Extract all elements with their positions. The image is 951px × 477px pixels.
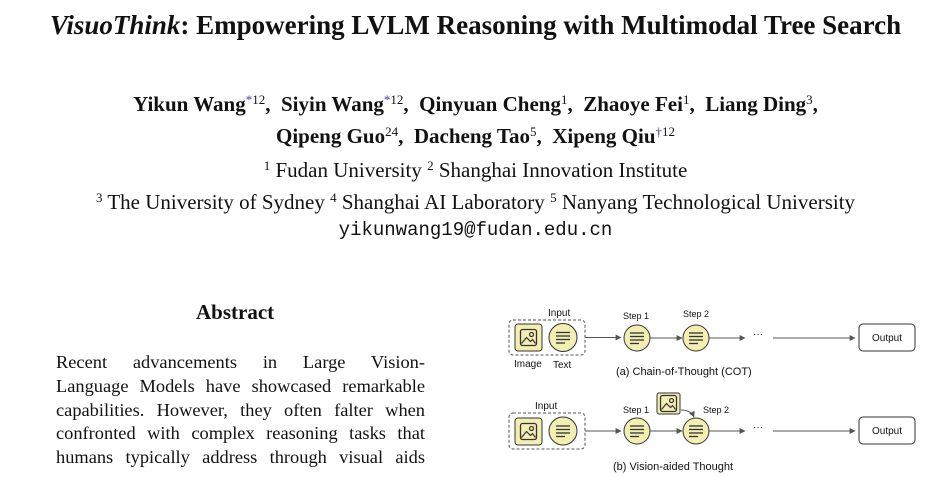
vat-input-label: Input: [535, 401, 558, 412]
image-icon: [515, 324, 542, 351]
abstract-heading: Abstract: [196, 300, 275, 324]
step1-node: [624, 325, 650, 351]
affil-line-1: [0, 152, 951, 184]
affil-num: 3: [95, 190, 103, 205]
paper-title: [0, 10, 951, 41]
author: Qinyuan Cheng: [419, 92, 561, 116]
abstract-line: Recent advancements in Large Vision-: [56, 352, 425, 372]
arrow: [681, 410, 694, 417]
text-icon: [549, 324, 577, 352]
author-line-1: Yikun Wang$^{*12}$, Siyin Wang$^{*12}$, Qinyuan Cheng$^1$, Zhaoye Fei$^1$, Liang Ding$^3$,: [133, 92, 818, 116]
author: Qipeng Guo: [275, 124, 386, 148]
abstract-text: [56, 351, 425, 470]
vat-caption: (b) Vision-aided Thought: [613, 461, 734, 473]
affil-name: Nanyang Technological University: [561, 190, 856, 214]
affil-num: 5: [550, 190, 557, 205]
vat-panel: [509, 393, 915, 473]
author: Siyin Wang: [280, 92, 384, 116]
cot-ellipsis: ···: [753, 329, 763, 340]
cot-input-label: Input: [548, 308, 571, 319]
affil-name: The University of Sydney: [107, 190, 325, 214]
method-figure: [505, 300, 925, 477]
abstract-line: humans typically address through visual aids: [56, 447, 425, 468]
title-rest: : Empowering LVLM Reasoning with Multimodal Tree Search: [180, 10, 902, 40]
vat-step1-label: Step 1: [623, 405, 650, 415]
author: Xipeng Qiu: [552, 124, 656, 148]
author: Dacheng Tao: [413, 124, 530, 148]
affil-num: 2: [427, 158, 434, 173]
email[interactable]: yikunwang19@fudan.edu.cn: [338, 219, 613, 241]
cot-text-label: Text: [553, 360, 572, 371]
affil-line-2: [0, 184, 951, 216]
affil-name: Shanghai AI Laboratory: [341, 190, 545, 214]
affil-name: Fudan University: [275, 158, 422, 182]
author-sup: 12: [662, 124, 676, 139]
affil-num: 1: [263, 158, 271, 173]
step1-node: [624, 418, 650, 444]
author-mark: *: [245, 92, 253, 107]
visual-aid-image-icon: [657, 393, 680, 414]
author: Yikun Wang: [133, 92, 246, 116]
author-mark: *: [383, 92, 391, 107]
affil-name: Shanghai Innovation Institute: [438, 158, 688, 182]
step2-node: [683, 418, 709, 444]
abstract-line: confronted with complex reasoning tasks that: [56, 423, 425, 444]
author-sup: 5: [529, 124, 537, 139]
affiliations: [0, 152, 951, 244]
cot-step1-label: Step 1: [623, 311, 650, 321]
abstract-line: capabilities. However, they often falter when: [56, 399, 425, 420]
author: Zhaoye Fei: [583, 92, 683, 116]
step2-node: [683, 325, 709, 351]
title-italic: VisuoThink: [49, 10, 181, 40]
author-sup: 1: [682, 92, 690, 107]
author-list: [0, 86, 951, 150]
vat-output-label: Output: [871, 426, 903, 437]
image-icon: [515, 418, 542, 445]
author-sup: 12: [252, 92, 266, 107]
cot-caption: (a) Chain-of-Thought (COT): [616, 366, 752, 378]
abstract-line: Language Models have showcased remarkable: [56, 375, 425, 396]
author-sup: 12: [390, 92, 404, 107]
author: Liang Ding: [705, 92, 807, 116]
cot-step2-label: Step 2: [683, 309, 710, 319]
vat-ellipsis: ···: [753, 422, 763, 433]
author-mark: †: [655, 124, 663, 139]
author-sup: 1: [560, 92, 568, 107]
cot-output-label: Output: [871, 333, 903, 344]
affil-num: 4: [330, 190, 337, 205]
author-line-2: Qipeng Guo$^{24}$, Dacheng Tao$^5$, Xipeng Qiu$^{\dagger 12}$: [275, 124, 676, 148]
text-icon: [549, 417, 577, 445]
author-sup: 24: [385, 124, 399, 139]
vat-step2-label: Step 2: [703, 405, 730, 415]
cot-panel: [509, 308, 915, 378]
cot-image-label: Image: [514, 359, 542, 370]
author-sup: 3: [806, 92, 813, 107]
